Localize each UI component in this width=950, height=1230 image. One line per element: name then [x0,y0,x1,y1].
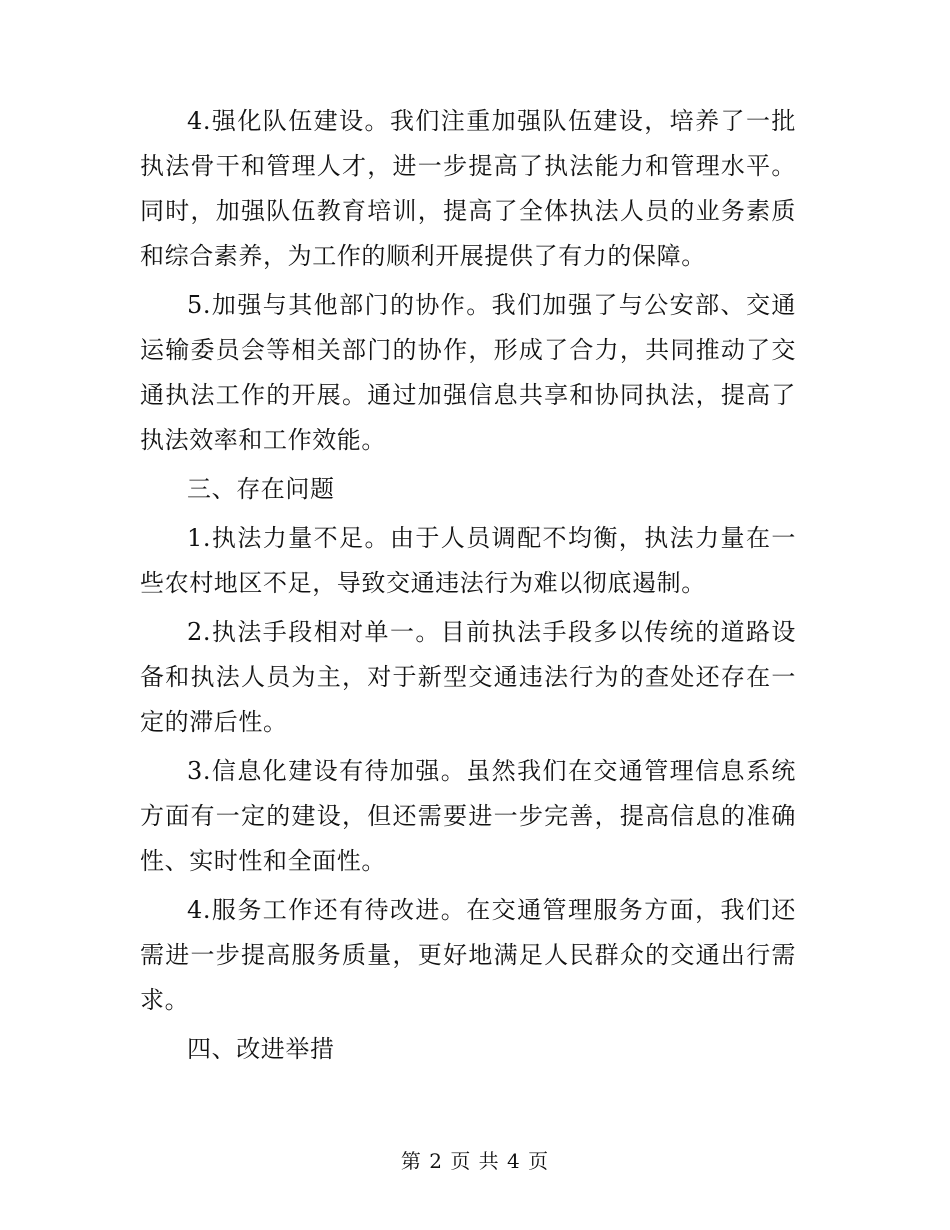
paragraph-team-building: 4.强化队伍建设。我们注重加强队伍建设，培养了一批执法骨干和管理人才，进一步提高了执法能力和管理水平。同时，加强队伍教育培训，提高了全体执法人员的业务素质和综合素养，为工作的顺利开展提供了有力的保障。 [140,107,796,270]
paragraph-department-cooperation: 5.加强与其他部门的协作。我们加强了与公安部、交通运输委员会等相关部门的协作，形成了合力，共同推动了交通执法工作的开展。通过加强信息共享和协同执法，提高了执法效率和工作效能。 [140,291,796,454]
paragraph-problem-1: 1.执法力量不足。由于人员调配不均衡，执法力量在一些农村地区不足，导致交通违法行为难以彻底遏制。 [140,524,796,597]
page-number: 第 2 页 共 4 页 [400,1149,550,1173]
section-heading-improvements: 四、改进举措 [187,1035,335,1063]
paragraph-problem-2: 2.执法手段相对单一。目前执法手段多以传统的道路设备和执法人员为主，对于新型交通违法行为的查处还存在一定的滞后性。 [140,618,796,736]
paragraph-problem-4: 4.服务工作还有待改进。在交通管理服务方面，我们还需进一步提高服务质量，更好地满足人民群众的交通出行需求。 [140,896,796,1014]
paragraph-problem-3: 3.信息化建设有待加强。虽然我们在交通管理信息系统方面有一定的建设，但还需要进一步完善，提高信息的准确性、实时性和全面性。 [140,757,796,875]
section-heading-problems: 三、存在问题 [187,475,335,503]
document-body [140,99,796,1076]
